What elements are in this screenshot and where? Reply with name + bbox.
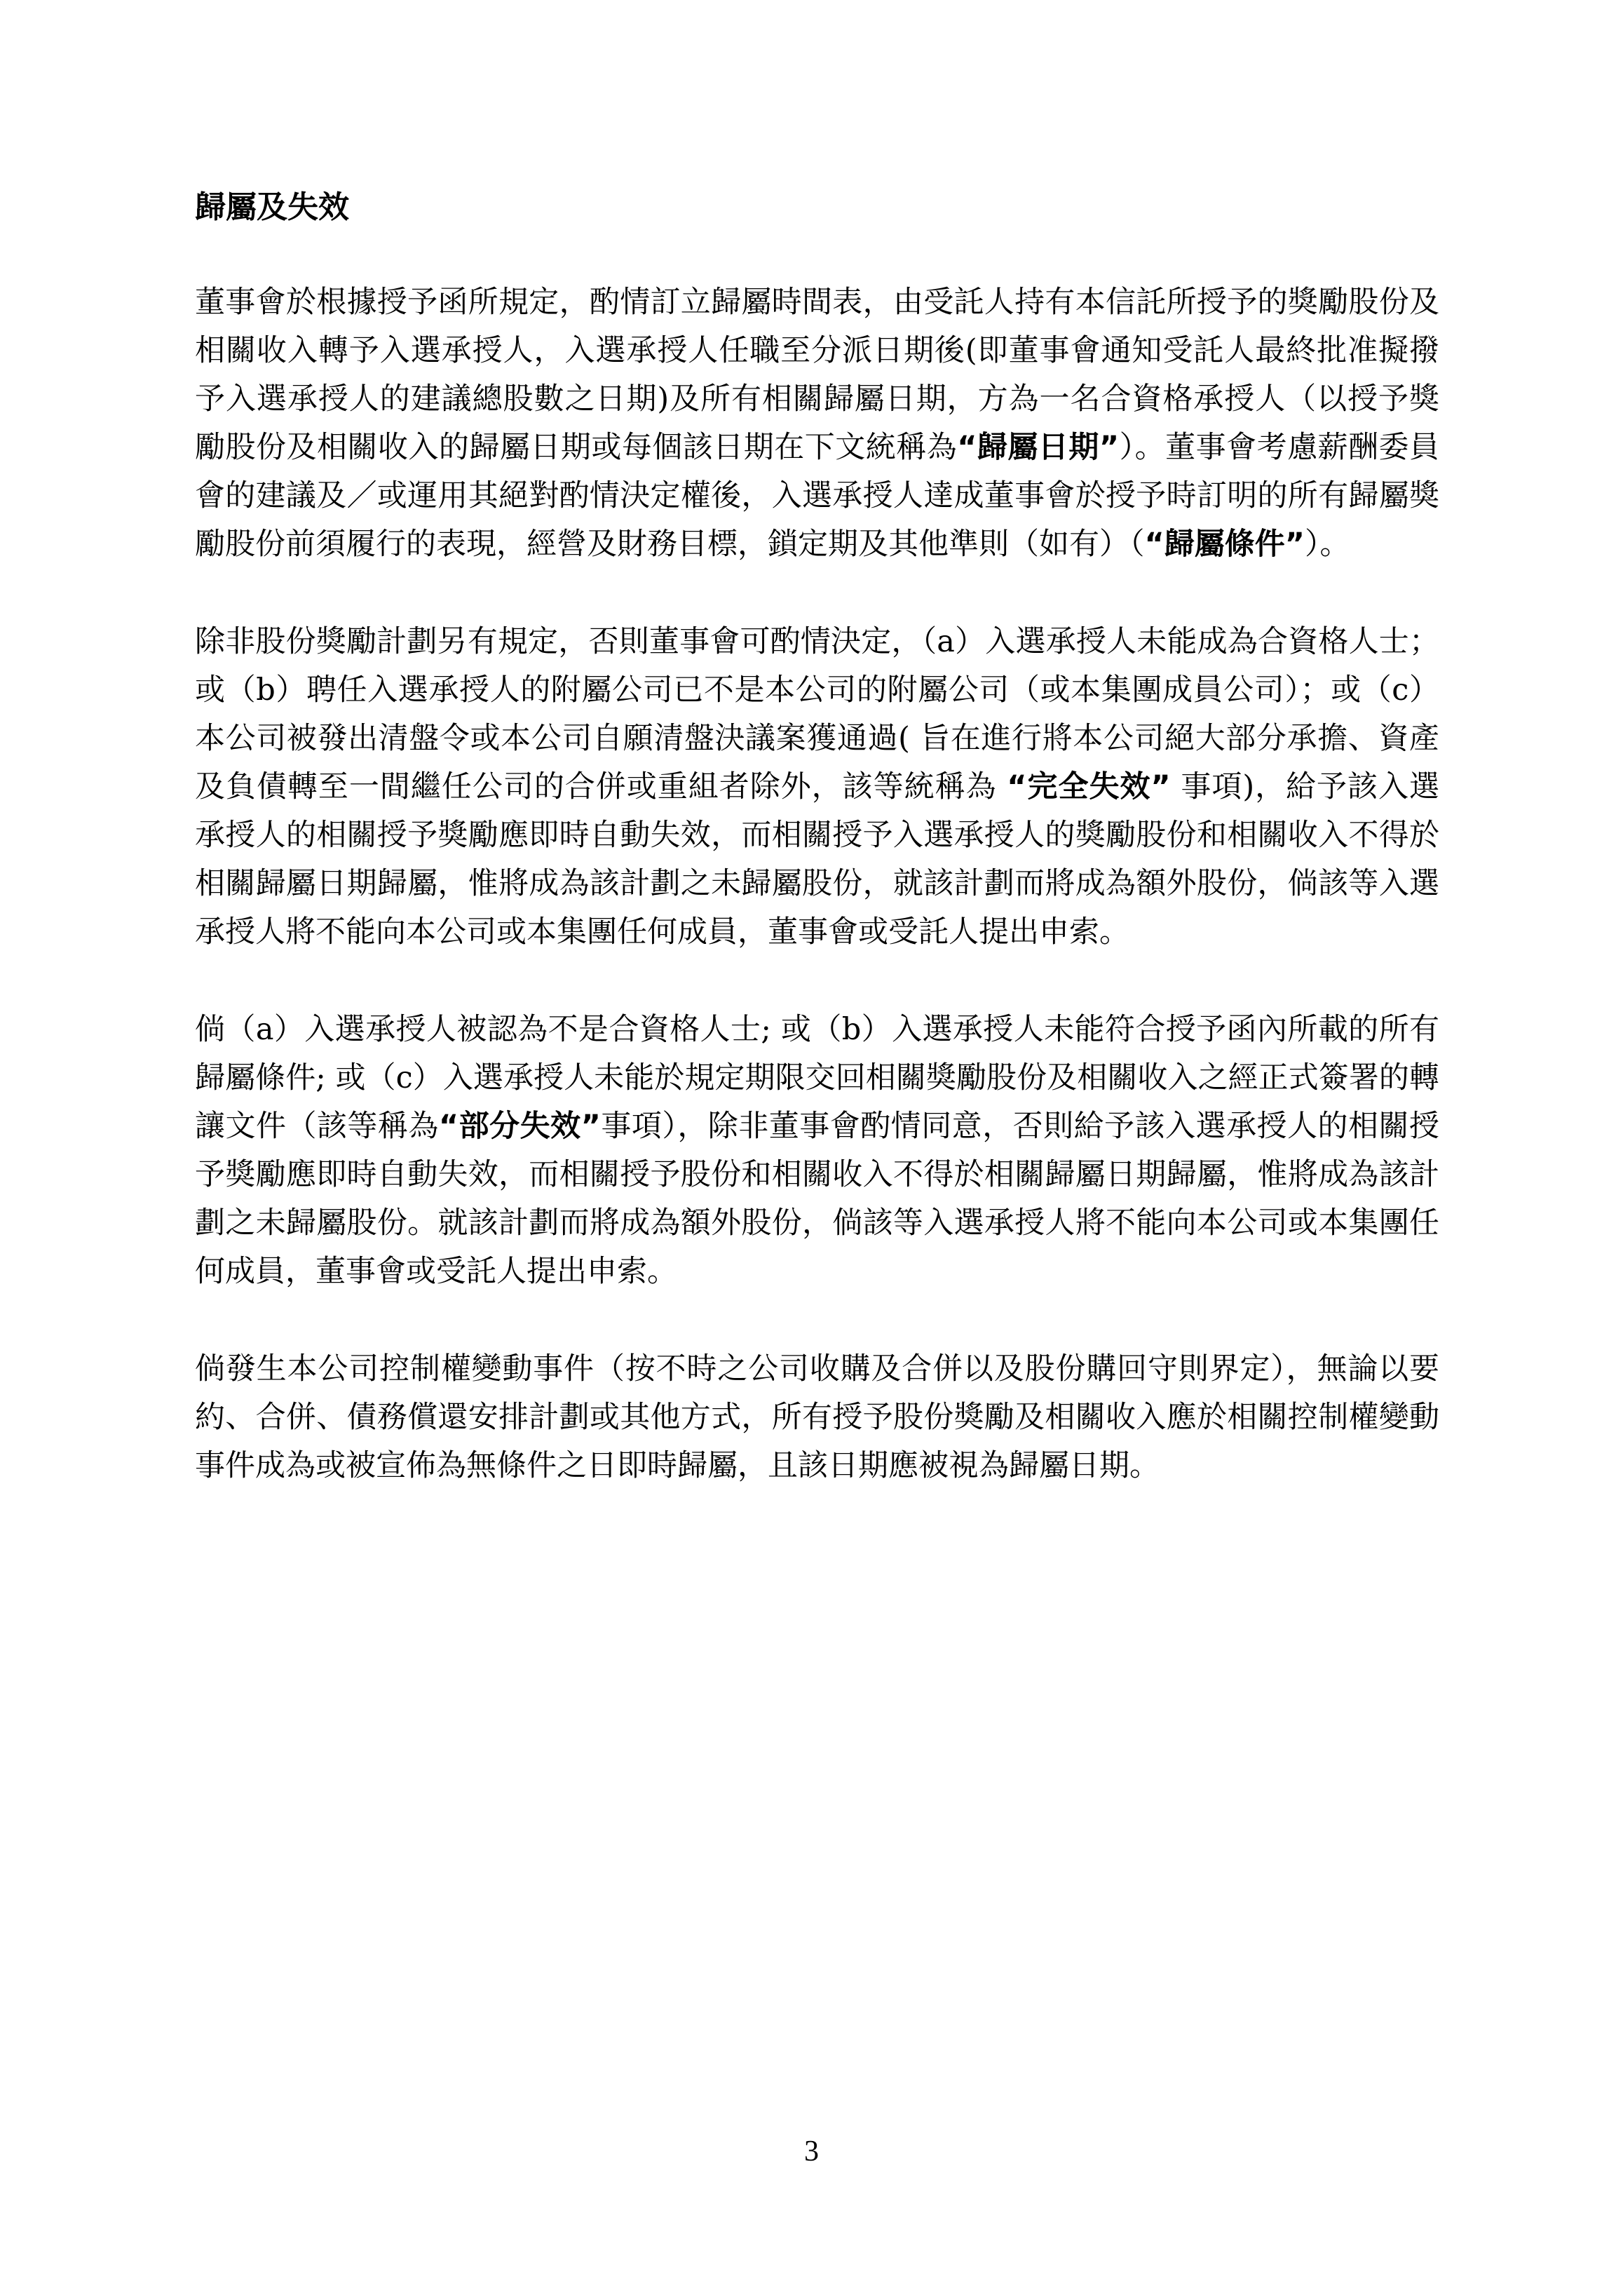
defined-term-vesting-date: “歸屬日期” [957, 429, 1120, 465]
paragraph-text: ）。 [1305, 526, 1350, 562]
paragraph-text: 董事會於根據授予函所規定，酌情訂立歸屬時間表，由受託人持有本信託所授予的獎勵股份及相關收入轉予入選承授人，入選承授人任職至分派日期後(即董事會通知受託人最終批准擬撥予入選承授人的建議總股數之日期)及所有相關歸屬日期，方為一名合資格承授人（以授予獎勵股份及相關收入的歸屬日期或每個該日期在下文統稱為 [195, 284, 1439, 465]
paragraph-text: ）。董事會考慮薪酬委員會的建議及／或運用其絕對酌情決定權後，入選承授人達成董事會於授予時訂明的所有歸屬獎勵股份前須履行的表現，經營及財務目標，鎖定期及其他準則（如有）（ [195, 429, 1440, 562]
section-heading: 歸屬及失效 [195, 189, 349, 225]
paragraph-text: 事項)，給予該入選承授人的相關授予獎勵應即時自動失效，而相關授予入選承授人的獎勵股份和相關收入不得於相關歸屬日期歸屬，惟將成為該計劃之未歸屬股份，就該計劃而將成為額外股份，倘該等入選承授人將不能向本公司或本集團任何成員，董事會或受託人提出申索。 [195, 769, 1440, 950]
paragraph-text: 除非股份獎勵計劃另有規定，否則董事會可酌情決定，（a）入選承授人未能成為合資格人士；或（b）聘任入選承授人的附屬公司已不是本公司的附屬公司（或本集團成員公司）；或（c）本公司被發出清盤令或本公司自願清盤決議案獲通過( 旨在進行將本公司絕大部分承擔、資產及負債轉至一間繼任公司的合併或重組者除外，該等統稱為 [195, 623, 1439, 804]
paragraph-text: 事項），除非董事會酌情同意，否則給予該入選承授人的相關授予獎勵應即時自動失效，而相關授予股份和相關收入不得於相關歸屬日期歸屬，惟將成為該計劃之未歸屬股份。就該計劃而將成為額外股份，倘該等入選承授人將不能向本公司或本集團任何成員，董事會或受託人提出申索。 [195, 1108, 1440, 1289]
page-number: 3 [804, 2135, 819, 2168]
page-content [195, 189, 1439, 1539]
paragraph-partial-lapse [195, 1006, 1439, 1296]
defined-term-total-lapse: “完全失效” [1007, 769, 1171, 804]
paragraph-text: 倘發生本公司控制權變動事件（按不時之公司收購及合併以及股份購回守則界定），無論以要約、合併、債務償還安排計劃或其他方式，所有授予股份獎勵及相關收入應於相關控制權變動事件成為或被宣佈為無條件之日即時歸屬，且該日期應被視為歸屬日期。 [195, 1351, 1439, 1483]
defined-term-partial-lapse: “部分失效” [438, 1108, 601, 1144]
paragraph-total-lapse [195, 618, 1439, 957]
paragraph-text: 倘（a）入選承授人被認為不是合資格人士; 或（b）入選承授人未能符合授予函內所載的所有歸屬條件; 或（c）入選承授人未能於規定期限交回相關獎勵股份及相關收入之經正式簽署的轉讓文件（該等稱為 [195, 1011, 1439, 1144]
paragraph-change-of-control [195, 1345, 1439, 1490]
defined-term-vesting-conditions: “歸屬條件” [1144, 526, 1305, 562]
paragraph-vesting-date [195, 278, 1439, 569]
